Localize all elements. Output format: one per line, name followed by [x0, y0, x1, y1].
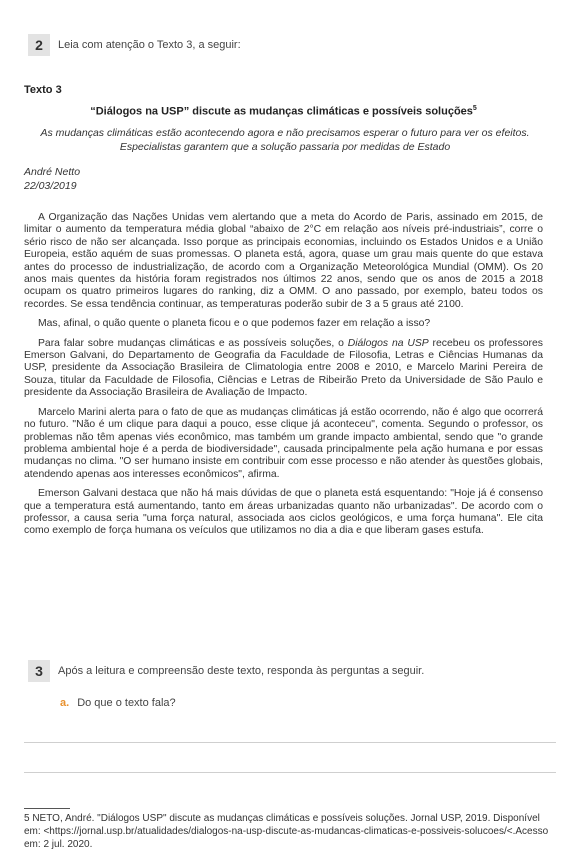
answer-line[interactable] [24, 772, 556, 773]
sub-question-text: Do que o texto fala? [77, 697, 176, 709]
footnote-divider [24, 808, 70, 809]
paragraph: Marcelo Marini alerta para o fato de que as mudanças climáticas já estão ocorrendo, não é algo que ocorrerá no futuro. "Não é um clique para daqui a pouco, esse clique já aconteceu", comenta. Segundo o professor, os problemas não têm apenas viés econômico, mas também um grande impacto ambiental, sendo que "o grande problema ambiental hoje é a perda de biodiversidade", causada principalmente pela ação humana e por essas mudanças no clima. "O ser humano insiste em contribuir com esse processo e não atender às questões globais, atendendo apenas aos interesses econômicos", afirma. [24, 406, 543, 480]
footnote: 5 NETO, André. "Diálogos USP" discute as mudanças climáticas e possíveis soluções. Jornal USP, 2019. Disponível em: <https://jornal.usp.br/atualidades/dialogos-na-usp-discute-as-mudancas-climaticas-e-possiveis-solucoes/<.Acesso em: 2 jul. 2020. [24, 813, 549, 850]
article-body [24, 212, 543, 545]
question-prompt: Após a leitura e compreensão deste texto, responda às perguntas a seguir. [58, 665, 425, 677]
article-byline [24, 165, 80, 193]
article-title [0, 105, 567, 118]
sub-question-letter: a. [60, 697, 70, 709]
paragraph-text: recebeu os professores Emerson Galvani, do Departamento de Geografia da Faculdade de Filosofia, Letras e Ciências Humanas da USP, presidente da Associação Brasileira de Climatologia entre 2008 e 2010, e Marcelo Marini Pereira de Souza, titular da Faculdade de Filosofia, Ciências e Letras de Ribeirão Preto da Universidade de São Paulo e presidente da Associação Brasileira de Avaliação de Impacto. [24, 337, 543, 399]
program-name: Diálogos na USP [347, 337, 429, 349]
paragraph-text: Para falar sobre mudanças climáticas e as possíveis soluções, o [38, 337, 348, 349]
footnote-marker: 5 [472, 105, 477, 112]
text-label: Texto 3 [24, 84, 62, 96]
answer-line[interactable] [24, 742, 556, 743]
paragraph: A Organização das Nações Unidas vem alertando que a meta do Acordo de Paris, assinado em 2015, de limitar o aumento da temperatura média global “abaixo de 2°C em relação aos níveis pré-industriais”, corre o sério risco de não ser alcançada. Isso porque as principais economias, incluindo os Estados Unidos e a União Europeia, estão aquém de suas promessas. O planeta está, agora, quase um grau mais quente do que estava antes do processo de industrialização, de acordo com a Organização Meteorológica Mundial (OMM). Os 20 anos mais quentes da história foram registrados nos últimos 22 anos, sendo que os anos de 2015 a 2018 ocupam os quatro primeiros lugares do ranking, diz a OMM. O ano passado, por exemplo, bateu todos os recordes. Se essa tendência continuar, as temperaturas poderão subir de 3 a 5 graus até 2100. [24, 212, 543, 310]
paragraph [24, 338, 543, 400]
author-name: André Netto [24, 166, 81, 178]
question-number-badge: 3 [28, 660, 50, 682]
publication-date: 22/03/2019 [24, 180, 77, 192]
question-3-header [28, 660, 424, 682]
paragraph: Mas, afinal, o quão quente o planeta ficou e o que podemos fazer em relação a isso? [38, 318, 431, 330]
question-2-header [28, 34, 241, 56]
article-subtitle: As mudanças climáticas estão acontecendo agora e não precisamos esperar o futuro para ver os efeitos. Especialistas garantem que a solução passaria por medidas de Estado [40, 127, 530, 153]
question-number-badge: 2 [28, 34, 50, 56]
question-prompt: Leia com atenção o Texto 3, a seguir: [58, 39, 241, 51]
article-title-text: “Diálogos na USP” discute as mudanças climáticas e possíveis soluções [90, 105, 473, 118]
sub-question-a [60, 697, 176, 709]
paragraph: Emerson Galvani destaca que não há mais dúvidas de que o planeta está esquentando: "Hoje já é consenso que a temperatura está aumentando, tanto em áreas urbanizadas quanto não urbanizadas". De acordo com o professor, a causa seria "uma força natural, associada aos ciclos geológicos, e uma força humana". Ele cita como exemplo de força humana os veículos que utilizamos no dia a dia e que liberam gases estufa. [24, 488, 543, 537]
